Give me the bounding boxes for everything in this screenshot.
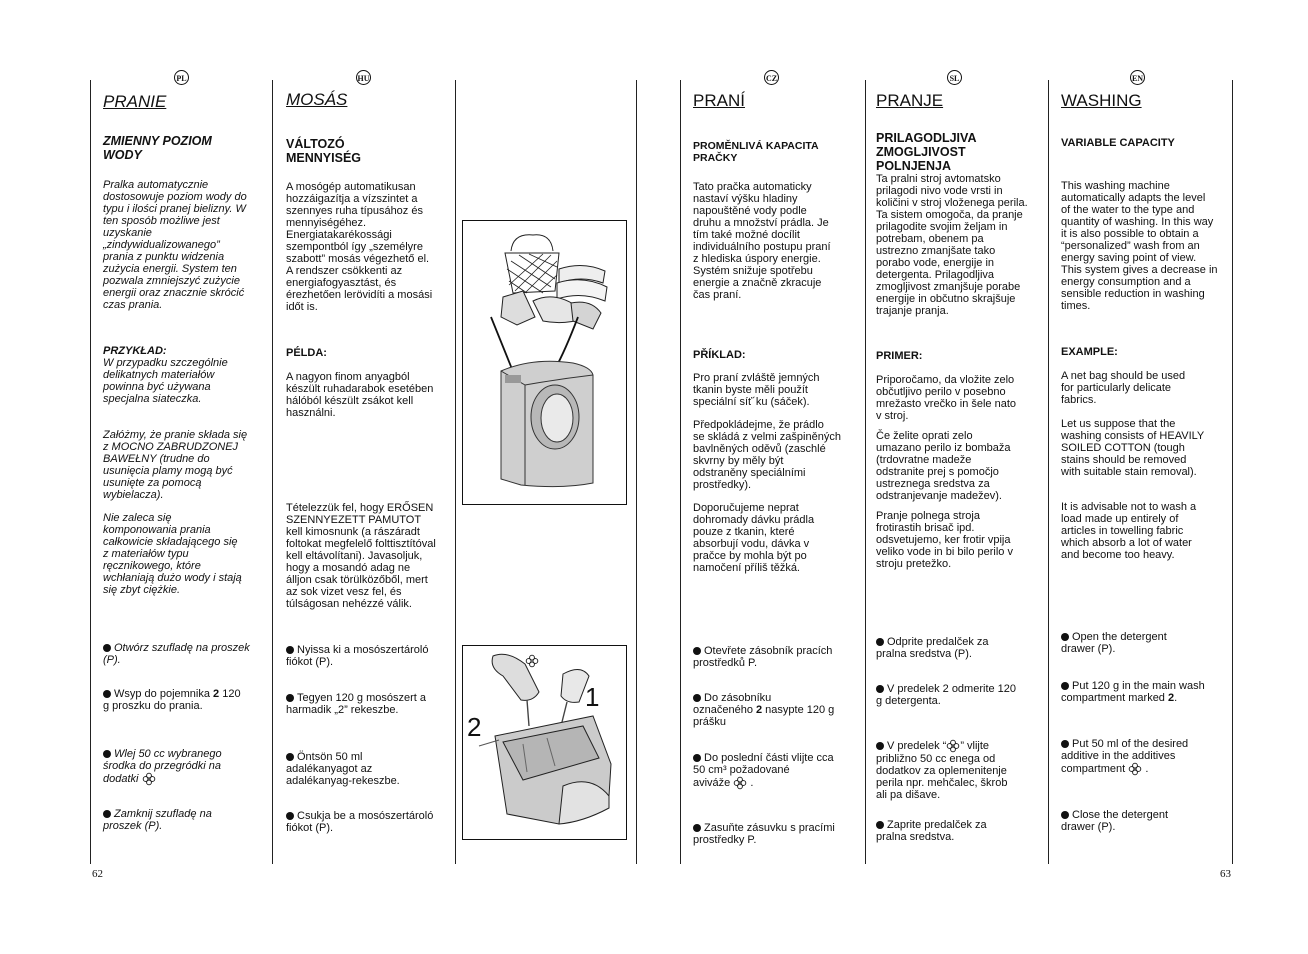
flower-icon bbox=[946, 739, 960, 753]
bullet-icon bbox=[876, 821, 884, 829]
step-text: Nyissa ki a mosószertároló fiókot (P). bbox=[286, 644, 429, 668]
column-rule bbox=[455, 80, 456, 864]
bullet-icon bbox=[1061, 633, 1069, 641]
paragraph: Tételezzük fel, hogy ERŐSEN SZENNYEZETT PAMUTOT kell kimosnunk (a rászáradt foltokat megfelelő folttisztítóval kell eltávolítani). Javasoljuk, hogy a mosandó adag ne álljon csak törülközőből, mert az sok vizet vesz fel, és túlságosan nehézzé válik. bbox=[286, 502, 436, 610]
column-sl bbox=[876, 0, 1044, 954]
section-title: PRANIE bbox=[103, 92, 167, 111]
section-subtitle: ZMIENNY POZIOM WODY bbox=[103, 134, 212, 162]
language-badge-en: EN bbox=[1130, 70, 1145, 85]
step-text: V predelek 2 odmerite 120 g detergenta. bbox=[876, 683, 1017, 707]
step-text: Otwórz szufladę na proszek (P). bbox=[103, 642, 250, 666]
step-text: Tegyen 120 g mosószert a harmadik „2” rekeszbe. bbox=[286, 692, 427, 716]
bullet-icon bbox=[693, 824, 701, 832]
bullet-icon bbox=[876, 685, 884, 693]
step-text: Zaprite predalček za pralna sredstva. bbox=[876, 819, 987, 843]
illustration-detergent-drawer bbox=[462, 645, 627, 840]
step-text: Do zásobníku označeného 2 nasypte 120 g prášku bbox=[693, 692, 835, 728]
example-label: PRIMER: bbox=[876, 350, 923, 362]
section-title: MOSÁS bbox=[286, 90, 348, 109]
example-label: PŘÍKLAD: bbox=[693, 349, 746, 361]
language-badge-hu: HU bbox=[356, 70, 371, 85]
column-pl bbox=[103, 0, 268, 954]
bullet-icon bbox=[103, 690, 111, 698]
bullet-icon bbox=[103, 644, 111, 652]
bullet-icon bbox=[286, 694, 294, 702]
column-rule bbox=[272, 80, 273, 864]
bullet-icon bbox=[286, 646, 294, 654]
step-text: Put 50 ml of the desired additive in the additives compartment . bbox=[1061, 738, 1189, 775]
bullet-icon bbox=[103, 810, 111, 818]
step-text: Wlej 50 cc wybranego środka do przegródki na dodatki bbox=[103, 748, 222, 785]
bullet-icon bbox=[1061, 811, 1069, 819]
language-badge-sl: SL bbox=[947, 70, 962, 85]
step-text: Close the detergent drawer (P). bbox=[1061, 809, 1169, 833]
bullet-icon bbox=[876, 638, 884, 646]
intro-text: Tato pračka automaticky nastaví výšku hladiny napouštěné vody podle druhu a množství prádla. Je tím také možné docílit individuálního postupu praní z hlediska úspory energie. Systém snižuje spotřebu energie a značně zkracuje čas praní. bbox=[693, 181, 831, 301]
intro-text: Pralka automatycznie dostosowuje poziom wody do typu i ilości pranej bielizny. W ten sposób możliwe jest uzyskanie „zindywidualizowanego” prania z punktu widzenia zużycia energii. System ten pozwala zmniejszyć zużycie energii oraz znacznie skrócić czas prania. bbox=[103, 179, 247, 311]
example-text: Pro praní zvláště jemných tkanin byste měli použít speciální síť´ku (sáček). bbox=[693, 372, 820, 408]
bullet-icon bbox=[1061, 682, 1069, 690]
step-text: Zasuňte zásuvku s pracími prostředky P. bbox=[693, 822, 835, 846]
paragraph: Let us suppose that the washing consists of HEAVILY SOILED COTTON (tough stains should be removed with suitable stain removal). bbox=[1061, 418, 1205, 478]
figure-label-2: 2 bbox=[467, 712, 482, 742]
example-text: W przypadku szczególnie delikatnych materiałów powinna być używana specjalna siateczka. bbox=[103, 357, 228, 405]
illustration-laundry-machine bbox=[462, 220, 627, 505]
page-number-right: 63 bbox=[1220, 868, 1231, 880]
flower-icon bbox=[1128, 762, 1142, 776]
column-rule bbox=[1048, 80, 1049, 864]
intro-text: A mosógép automatikusan hozzáigazítja a vízszintet a szennyes ruha típusához és mennyiségéhez. Energiatakarékossági szempontból így „személyre szabott” mosás végezhető el. A rendszer csökkenti az energiafogyasztást, és érezhetően lerövidíti a mosási időt is. bbox=[286, 181, 433, 313]
section-subtitle: PROMĚNLIVÁ KAPACITA PRAČKY bbox=[693, 140, 819, 164]
paragraph: Załóżmy, że pranie składa się z MOCNO ZABRUDZONEJ BAWEŁNY (trudne do usunięcia plamy mogą być usunięte za pomocą wybielacza). bbox=[103, 429, 248, 501]
column-rule bbox=[865, 80, 866, 864]
step-text: Do poslední části vlijte cca 50 cm³ požadované aviváže . bbox=[693, 752, 834, 789]
bullet-icon bbox=[286, 812, 294, 820]
intro-text: This washing machine automatically adapts the level of the water to the type and quantity of washing. In this way it is also possible to obtain a “personalized” wash from an energy saving point of view. This system gives a decrease in energy consumption and a sensible reduction in washing times. bbox=[1061, 180, 1218, 312]
step-text: Csukja be a mosószertároló fiókot (P). bbox=[286, 810, 434, 834]
bullet-icon bbox=[693, 754, 701, 762]
figure-label-1: 1 bbox=[585, 682, 600, 712]
paragraph: It is advisable not to wash a load made up entirely of articles in towelling fabric which absorb a lot of water and become too heavy. bbox=[1061, 501, 1197, 561]
column-rule bbox=[636, 80, 637, 864]
page-number-left: 62 bbox=[92, 868, 103, 880]
example-text: A nagyon finom anyagból készült ruhadarabok esetében hálóból készült zsákot kell használni. bbox=[286, 371, 434, 419]
detergent-drawer-drawing bbox=[463, 646, 625, 838]
bullet-icon bbox=[693, 694, 701, 702]
column-hu bbox=[286, 0, 446, 954]
example-label: EXAMPLE: bbox=[1061, 346, 1118, 358]
section-title: PRANÍ bbox=[693, 91, 745, 110]
column-rule bbox=[680, 80, 681, 864]
language-badge-pl: PL bbox=[174, 70, 189, 85]
column-cz bbox=[693, 0, 861, 954]
bullet-icon bbox=[286, 753, 294, 761]
language-badge-cz: CZ bbox=[764, 70, 779, 85]
bullet-icon bbox=[693, 647, 701, 655]
example-label: PÉLDA: bbox=[286, 347, 327, 359]
section-subtitle: PRILAGODLJIVA ZMOGLJIVOST POLNJENJA bbox=[876, 131, 977, 173]
example-text: Priporočamo, da vložite zelo občutljivo perilo v posebno mrežasto vrečko in šele nato v stroj. bbox=[876, 374, 1017, 422]
step-text: Put 120 g in the main wash compartment marked 2. bbox=[1061, 680, 1205, 704]
bullet-icon bbox=[1061, 740, 1069, 748]
step-text: Zamknij szufladę na proszek (P). bbox=[103, 808, 212, 832]
paragraph: Če želite oprati zelo umazano perilo iz bombaža (trdovratne madeže odstranite prej s pomočjo ustreznega sredstva za odstranjevanje madežev). bbox=[876, 430, 1011, 502]
paragraph: Předpokládejme, že prádlo se skládá z velmi zašpiněných bavlněných oděvů (zaschlé skvrny by měly být odstraněny speciálními prostředky). bbox=[693, 419, 841, 491]
column-rule bbox=[1232, 80, 1233, 864]
paragraph: Nie zaleca się komponowania prania całkowicie składającego się z materiałów typu ręcznikowego, które wchłaniają dużo wody i stają się zbyt ciężkie. bbox=[103, 512, 242, 596]
intro-text: Ta pralni stroj avtomatsko prilagodi nivo vode vrsti in količini v stroj vloženega perila. Ta sistem omogoča, da pranje prilagodite svojim željam in potrebam, obenem pa ustrezno zmanjšate tako porabo vode, energije in detergenta. Prilagodljiva zmogljivost zmanjšuje porabe energije in občutno skrajšuje trajanje pranja. bbox=[876, 173, 1028, 317]
step-text: Öntsön 50 ml adalékanyagot az adalékanyag-rekeszbe. bbox=[286, 751, 400, 787]
bullet-icon bbox=[876, 742, 884, 750]
step-text: V predelek “ ” vlijte približno 50 cc enega od dodatkov za oplemenitenje perila npr. mehčalec, škrob ali pa dišave. bbox=[876, 740, 1008, 801]
paragraph: Pranje polnega stroja frotirastih brisač ipd. odsvetujemo, ker frotir vpija veliko vode in bi bilo perilo v stroju pretežko. bbox=[876, 510, 1013, 570]
column-en bbox=[1061, 0, 1229, 954]
step-text: Odprite predalček za pralna sredstva (P). bbox=[876, 636, 989, 660]
section-title: WASHING bbox=[1061, 91, 1142, 110]
section-subtitle: VÁLTOZÓ MENNYISÉG bbox=[286, 137, 362, 165]
section-title: PRANJE bbox=[876, 91, 944, 110]
section-subtitle: VARIABLE CAPACITY bbox=[1061, 137, 1175, 149]
example-text: A net bag should be used for particularly delicate fabrics. bbox=[1061, 370, 1186, 406]
flower-icon bbox=[733, 776, 747, 790]
step-text: Open the detergent drawer (P). bbox=[1061, 631, 1167, 655]
flower-icon bbox=[142, 772, 156, 786]
example-label: PRZYKŁAD: bbox=[103, 345, 167, 357]
column-rule bbox=[90, 80, 91, 864]
paragraph: Doporučujeme neprat dohromady dávku prádla pouze z tkanin, které absorbují vodu, dávka v pračce by mohla být po namočení příliš těžká. bbox=[693, 502, 815, 574]
step-text: Wsyp do pojemnika 2 120 g proszku do prania. bbox=[103, 688, 241, 712]
laundry-machine-drawing bbox=[463, 221, 625, 503]
step-text: Otevřete zásobník pracích prostředků P. bbox=[693, 645, 833, 669]
bullet-icon bbox=[103, 750, 111, 758]
